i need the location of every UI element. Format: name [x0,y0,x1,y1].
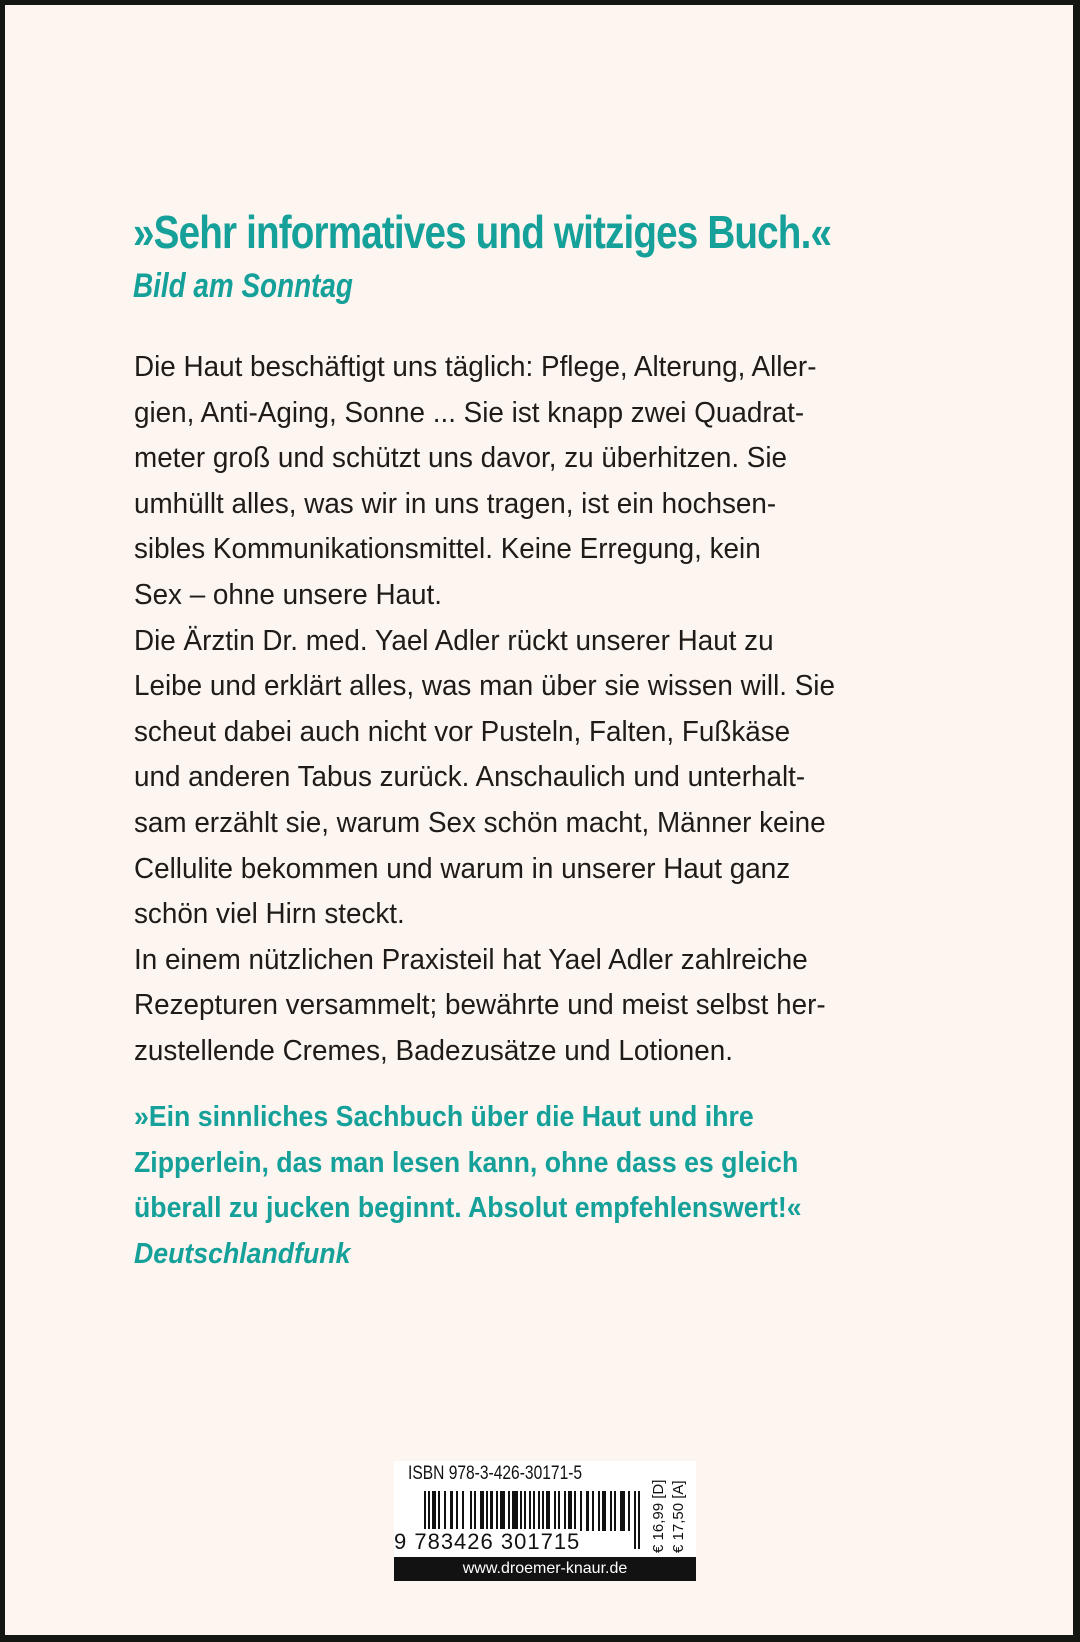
blurb-line: scheut dabei auch nicht vor Pusteln, Falten, Fußkäse [134,715,791,748]
blurb-line: In einem nützlichen Praxisteil hat Yael Adler zahlreiche [134,943,808,976]
blurb-line: Leibe und erklärt alles, was man über sie wissen will. Sie [134,670,835,703]
blurb-text [134,345,1034,1075]
barcode-digits: 9 783426 301715 [394,1529,581,1554]
blurb-line: meter groß und schützt uns davor, zu überhitzen. Sie [134,442,788,475]
book-back-cover [5,5,1073,1635]
headline-quote: »Sehr informatives und witziges Buch.« [133,206,832,258]
blurb-line: sibles Kommunikationsmittel. Keine Erregung, kein [134,533,761,566]
price-germany: € 16,99 [D] [650,1479,667,1553]
blurb-line: Die Haut beschäftigt uns täglich: Pflege, Alterung, Aller- [134,351,817,383]
blurb-line: gien, Anti-Aging, Sonne ... Sie ist knapp zwei Quadrat- [134,396,805,429]
blurb-line: Sex – ohne unsere Haut. [134,578,442,611]
review-line: »Ein sinnliches Sachbuch über die Haut und ihre [134,1101,754,1133]
blurb-line: und anderen Tabus zurück. Anschaulich und unterhalt- [134,761,806,794]
isbn-label: ISBN 978-3-426-30171-5 [408,1463,583,1484]
review-source: Deutschlandfunk [134,1237,351,1270]
blurb-line: zustellende Cremes, Badezusätze und Lotionen. [134,1034,733,1067]
blurb-line: Rezepturen versammelt; bewährte und meist selbst her- [134,989,826,1022]
blurb-line: Die Ärztin Dr. med. Yael Adler rückt unserer Haut zu [134,624,774,657]
publisher-website: www.droemer-knaur.de [394,1557,696,1581]
blurb-line: schön viel Hirn steckt. [134,898,405,931]
blurb-line: Cellulite bekommen und warum in unserer Haut ganz [134,852,791,885]
blurb-line: umhüllt alles, was wir in uns tragen, ist ein hochsen- [134,487,777,520]
price-austria: € 17,50 [A] [670,1480,687,1553]
review-line: Zipperlein, das man lesen kann, ohne dass es gleich [134,1146,799,1179]
price-block [646,1479,694,1553]
headline-quote-source: Bild am Sonntag [133,267,353,305]
barcode-block [394,1461,696,1557]
review-line: überall zu jucken beginnt. Absolut empfehlenswert!« [134,1192,802,1225]
blurb-line: sam erzählt sie, warum Sex schön macht, Männer keine [134,806,826,839]
review-quote [134,1095,860,1277]
